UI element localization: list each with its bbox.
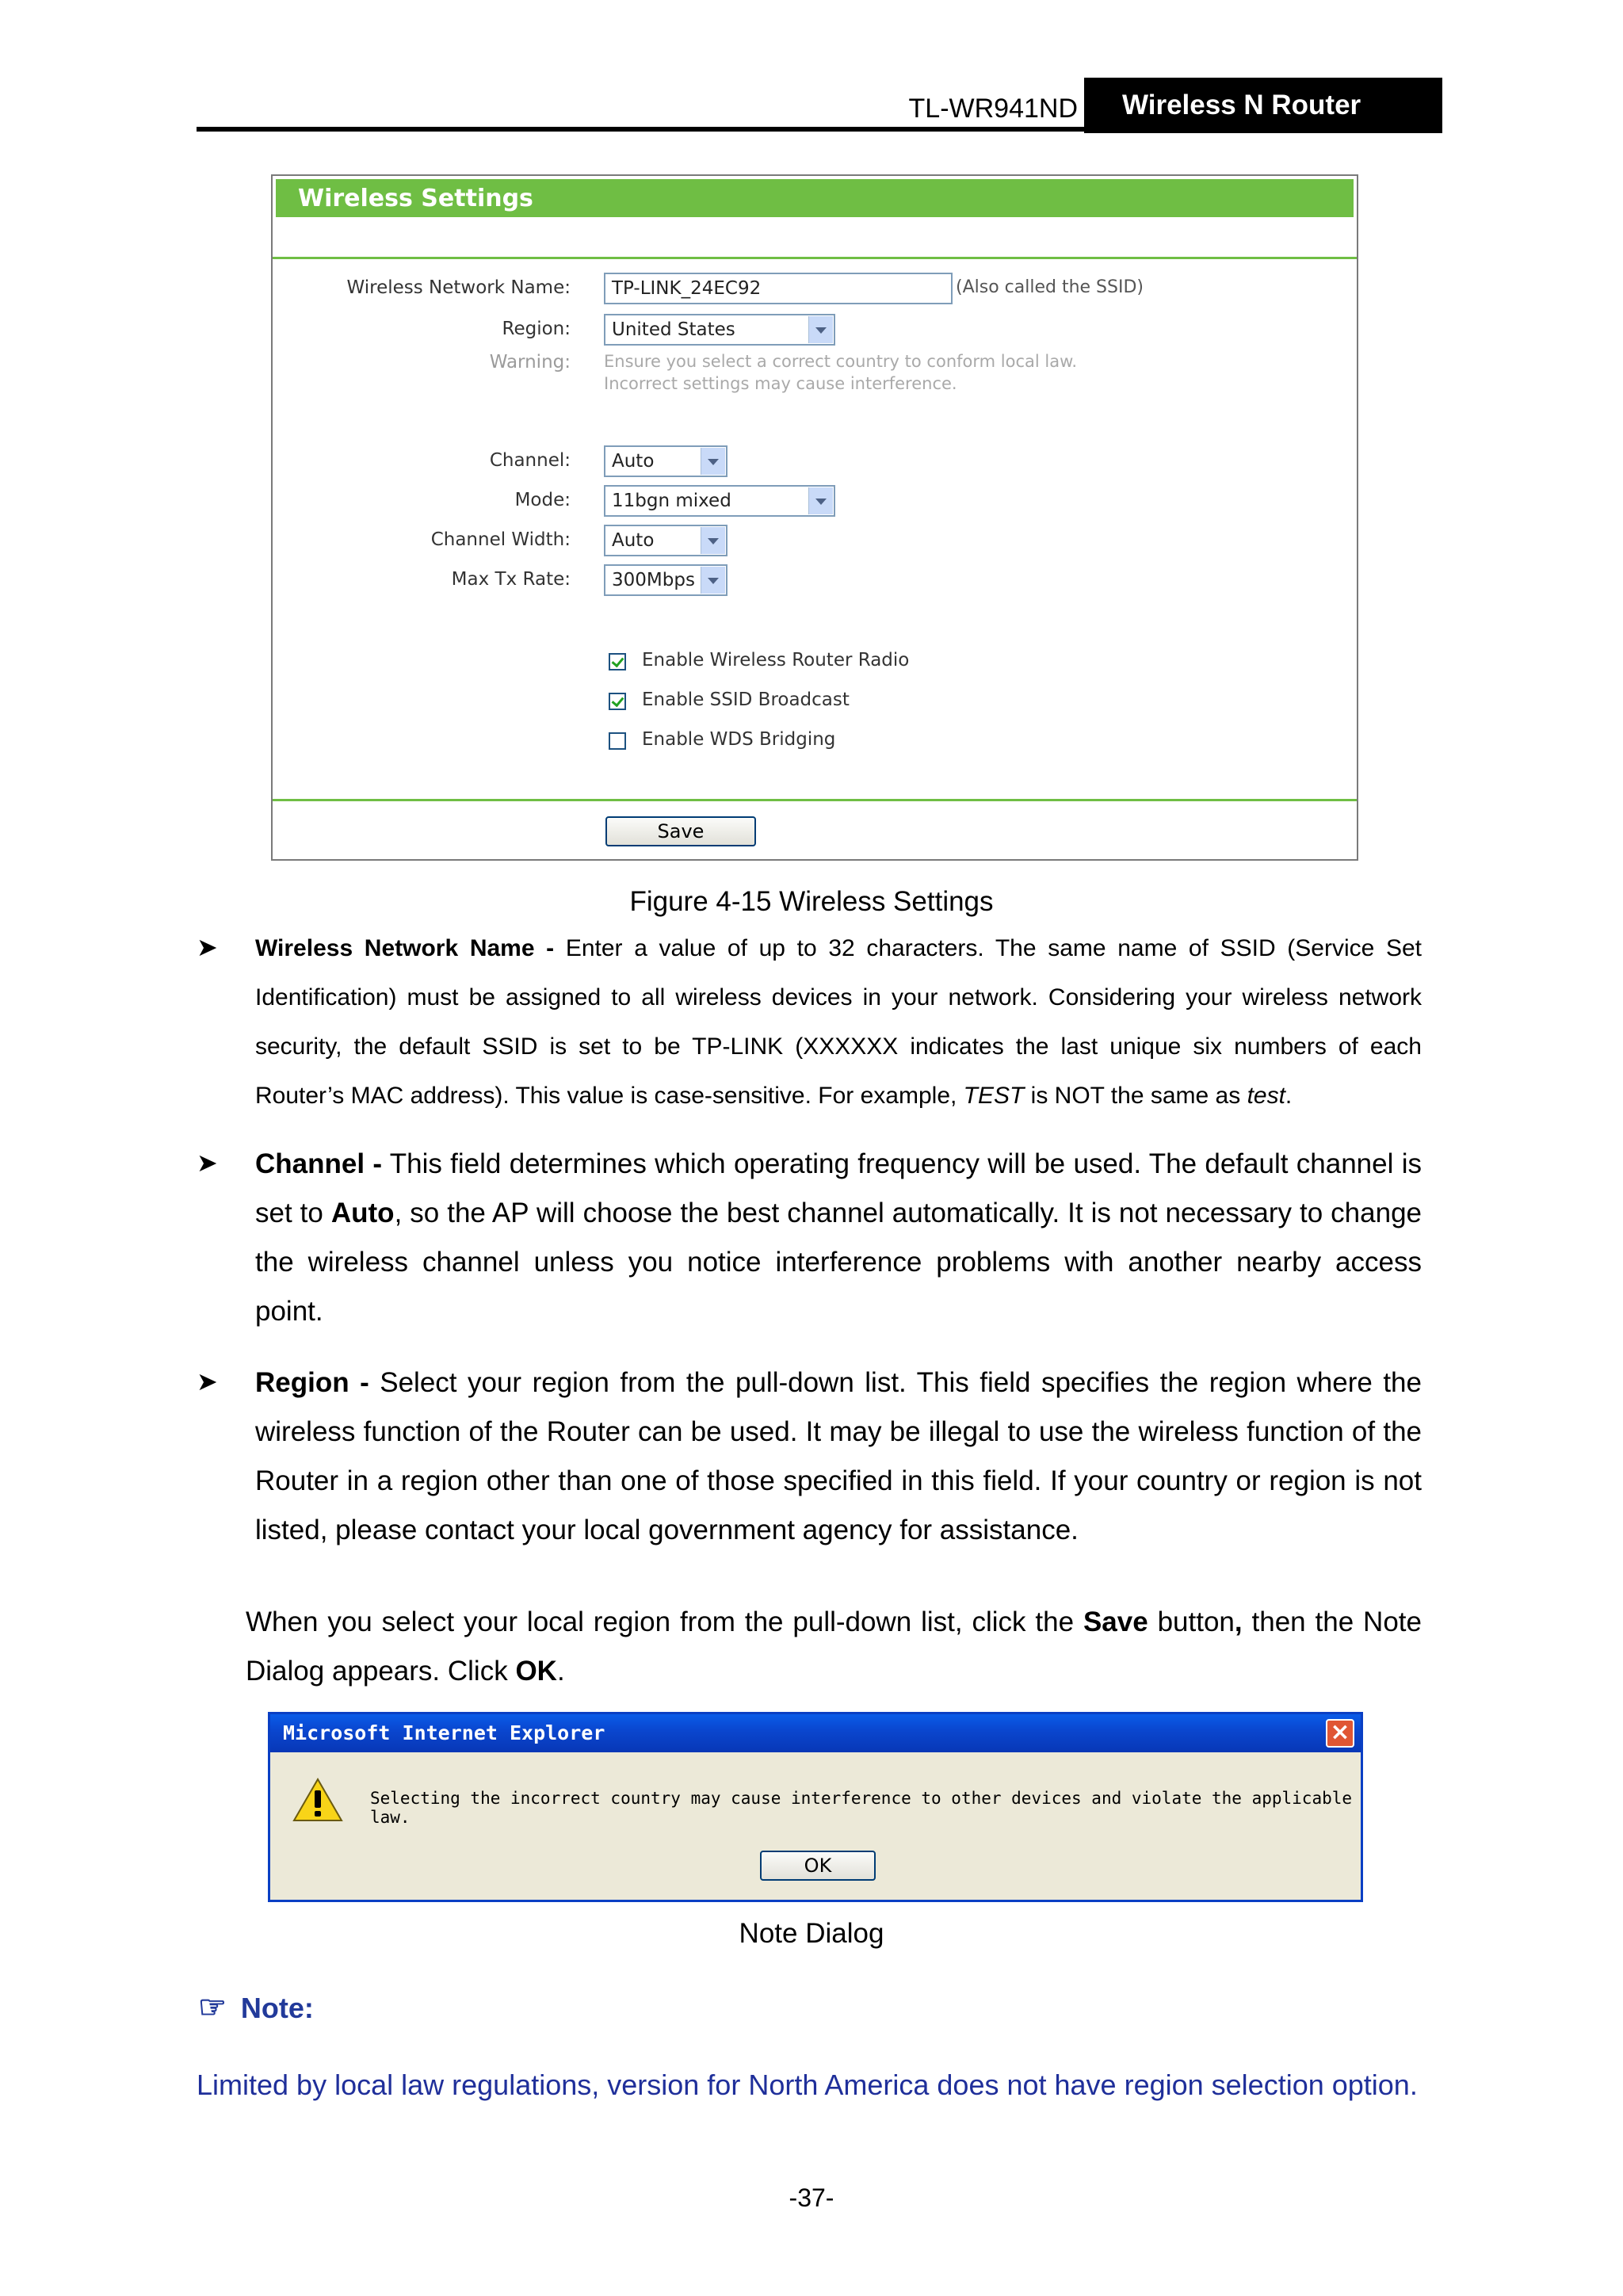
chevron-down-icon[interactable] bbox=[701, 527, 725, 554]
region-select[interactable] bbox=[604, 314, 835, 346]
warning-line-2: Incorrect settings may cause interference. bbox=[604, 374, 957, 393]
bullet-arrow-icon: ➤ bbox=[197, 1367, 218, 1396]
dialog-message: Selecting the incorrect country may cause interference to other devices and violate the applicable law. bbox=[370, 1789, 1353, 1827]
note-dialog bbox=[268, 1712, 1363, 1902]
divider bbox=[273, 257, 1357, 259]
enable-ssid-broadcast-label: Enable SSID Broadcast bbox=[642, 690, 850, 710]
text: Select your region from the pull-down list. This field specifies the region where the wireless function of the Router can be used. It may be illegal to use the wireless function of the Router in a region other than one of those specified in this field. If your country or region is not listed, please contact your local government agency for assistance. bbox=[255, 1367, 1422, 1545]
text: Auto bbox=[330, 1198, 395, 1228]
header-rule bbox=[197, 127, 1442, 132]
chevron-down-icon[interactable] bbox=[701, 567, 725, 594]
text: This field determines which operating frequency will be used. The default channel is set to bbox=[255, 1148, 1422, 1228]
ssid-label: Wireless Network Name: bbox=[346, 277, 571, 298]
note-text: Limited by local law regulations, version for North America does not have region selection option. bbox=[197, 2069, 1418, 2101]
max-tx-rate-value: 300Mbps bbox=[612, 570, 695, 590]
region-description bbox=[255, 1358, 1422, 1555]
pointing-hand-icon: ☞ bbox=[198, 1990, 227, 2025]
ok-button[interactable]: OK bbox=[760, 1851, 876, 1881]
warning-label: Warning: bbox=[489, 352, 571, 372]
header-product: Wireless N Router bbox=[1084, 78, 1442, 133]
region-instructions bbox=[246, 1598, 1422, 1696]
close-icon[interactable]: × bbox=[1326, 1719, 1354, 1748]
wireless-settings-panel bbox=[271, 174, 1358, 861]
warning-icon bbox=[292, 1776, 343, 1824]
bullet-arrow-icon: ➤ bbox=[197, 933, 218, 961]
enable-ssid-broadcast-checkbox[interactable] bbox=[609, 693, 626, 710]
dialog-title: Microsoft Internet Explorer bbox=[270, 1714, 1361, 1752]
panel-title: Wireless Settings bbox=[276, 179, 1354, 217]
mode-value: 11bgn mixed bbox=[612, 491, 731, 511]
text: , bbox=[1234, 1606, 1243, 1637]
mode-label: Mode: bbox=[514, 490, 571, 510]
note-heading bbox=[198, 1989, 314, 2026]
text: Enter a value of up to 32 characters. The same name of SSID (Service Set Identification) must be assigned to all wireless devices in your network. Considering your wireless network security, the default SSID is set to be TP-LINK (XXXXXX indicates the last unique six numbers of each Router’s MAC address). This value is case-sensitive. For example, bbox=[255, 935, 1423, 1109]
channel-width-value: Auto bbox=[612, 530, 655, 551]
enable-radio-label: Enable Wireless Router Radio bbox=[642, 650, 910, 670]
dialog-caption: Note Dialog bbox=[739, 1918, 884, 1949]
text: Save bbox=[1083, 1606, 1148, 1637]
chevron-down-icon[interactable] bbox=[701, 448, 725, 475]
enable-wds-checkbox[interactable] bbox=[609, 732, 626, 750]
channel-select[interactable] bbox=[604, 445, 727, 477]
channel-width-select[interactable] bbox=[604, 525, 727, 556]
page-number: -37- bbox=[789, 2183, 834, 2212]
channel-description bbox=[255, 1140, 1422, 1336]
text: . bbox=[1285, 1083, 1293, 1109]
channel-value: Auto bbox=[612, 451, 655, 472]
region-label: Region: bbox=[502, 319, 571, 339]
region-value: United States bbox=[612, 319, 735, 340]
text: TEST bbox=[963, 1083, 1025, 1109]
text: then the Note Dialog appears. Click bbox=[246, 1606, 1422, 1687]
term: Channel - bbox=[255, 1148, 383, 1179]
text: button bbox=[1148, 1606, 1235, 1637]
max-tx-rate-select[interactable] bbox=[604, 564, 727, 596]
max-tx-rate-label: Max Tx Rate: bbox=[451, 569, 571, 590]
channel-label: Channel: bbox=[489, 450, 571, 471]
enable-radio-checkbox[interactable] bbox=[609, 653, 626, 670]
text: test bbox=[1247, 1083, 1285, 1109]
channel-width-label: Channel Width: bbox=[430, 529, 571, 550]
ssid-input[interactable]: TP-LINK_24EC92 bbox=[604, 273, 953, 304]
chevron-down-icon[interactable] bbox=[808, 316, 833, 343]
header-model: TL-WR941ND bbox=[908, 94, 1078, 124]
text: . bbox=[556, 1656, 565, 1687]
enable-wds-label: Enable WDS Bridging bbox=[642, 729, 836, 750]
text: , so the AP will choose the best channel automatically. It is not necessary to change the wireless channel unless you notice interference problems with another nearby access point. bbox=[255, 1198, 1422, 1327]
figure-caption: Figure 4-15 Wireless Settings bbox=[629, 886, 994, 917]
text: When you select your local region from the pull-down list, click the bbox=[246, 1606, 1083, 1637]
divider bbox=[273, 799, 1357, 801]
term: Wireless Network Name - bbox=[255, 935, 555, 961]
mode-select[interactable] bbox=[604, 485, 835, 517]
ssid-note: (Also called the SSID) bbox=[956, 277, 1144, 297]
ssid-description bbox=[255, 924, 1422, 1121]
save-button[interactable]: Save bbox=[605, 816, 756, 846]
term: Region - bbox=[255, 1367, 369, 1398]
text: OK bbox=[515, 1656, 557, 1687]
note-label: Note: bbox=[240, 1992, 314, 2024]
warning-line-1: Ensure you select a correct country to conform local law. bbox=[604, 352, 1077, 371]
chevron-down-icon[interactable] bbox=[808, 487, 833, 514]
text: is NOT the same as bbox=[1024, 1083, 1247, 1109]
bullet-arrow-icon: ➤ bbox=[197, 1148, 218, 1177]
